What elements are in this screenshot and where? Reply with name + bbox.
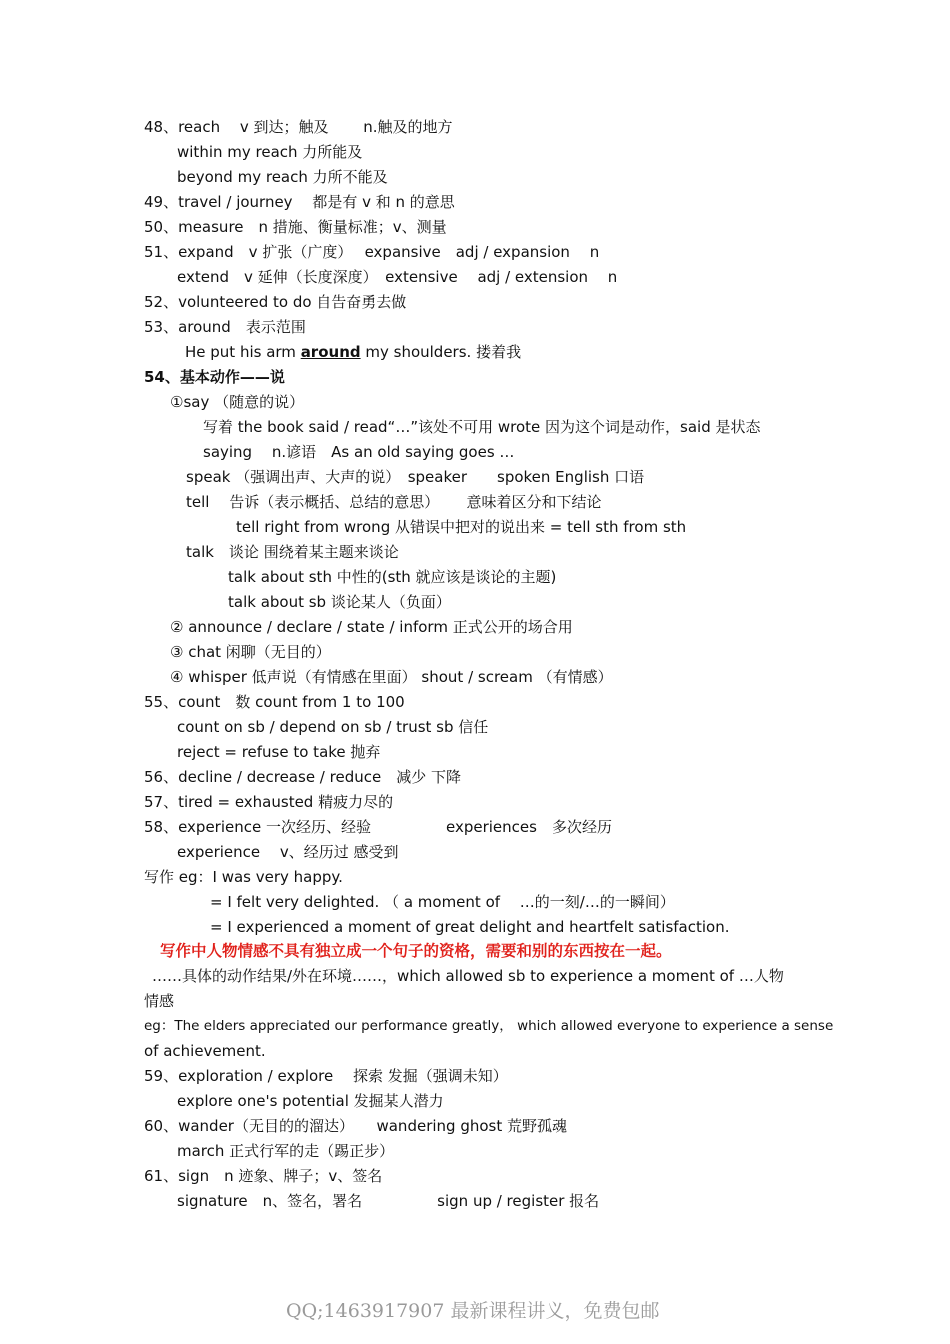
- entry-49: 49、travel / journey 都是有 v 和 n 的意思: [144, 193, 455, 211]
- entry-54-announce: ② announce / declare / state / inform 正式公开的场合用: [170, 618, 573, 636]
- entry-54-whisper: ④ whisper 低声说（有情感在里面） shout / scream （有情感）: [170, 668, 613, 686]
- entry-61: 61、sign n 迹象、牌子；v、签名: [144, 1167, 383, 1185]
- entry-54-chat: ③ chat 闲聊（无目的）: [170, 643, 331, 661]
- entry-61-sub: signature n、签名，署名 sign up / register 报名: [177, 1192, 600, 1210]
- entry-55-sub: count on sb / depend on sb / trust sb 信任: [177, 718, 489, 736]
- footer-watermark: QQ;1463917907 最新课程讲义，免费包邮: [286, 1300, 660, 1322]
- entry-48-sub: within my reach 力所能及: [177, 143, 363, 161]
- entry-55: 55、count 数 count from 1 to 100: [144, 693, 405, 711]
- entry-54-speak: speak （强调出声、大声的说） speaker spoken English 口语: [186, 468, 645, 486]
- entry-57: 57、tired = exhausted 精疲力尽的: [144, 793, 394, 811]
- entry-54-talk: talk 谈论 围绕着某主题来谈论: [186, 543, 399, 561]
- writing-tip-red: 写作中人物情感不具有独立成一个句子的资格，需要和别的东西按在一起。: [160, 942, 672, 960]
- entry-54-say-sub: saying n.谚语 As an old saying goes …: [203, 443, 515, 461]
- entry-48: 48、reach v 到达；触及 n.触及的地方: [144, 118, 453, 136]
- entry-54-say-sub: 写着 the book said / read“…”该处不可用 wrote 因为这个词是动作，said 是状态: [203, 418, 761, 436]
- writing-example-sub: = I experienced a moment of great delight and heartfelt satisfaction.: [210, 918, 730, 936]
- writing-example-sub: = I felt very delighted. （ a moment of …的一刻/…的一瞬间）: [210, 893, 675, 911]
- entry-54-tell-sub: tell right from wrong 从错误中把对的说出来 = tell sth from sth: [236, 518, 687, 536]
- entry-54-tell: tell 告诉（表示概括、总结的意思） 意味着区分和下结论: [186, 493, 602, 511]
- entry-51: 51、expand v 扩张（广度） expansive adj / expansion n: [144, 243, 600, 261]
- entry-54-talk-sub: talk about sb 谈论某人（负面）: [228, 593, 451, 611]
- entry-59-sub: explore one's potential 发掘某人潜力: [177, 1092, 444, 1110]
- writing-sample-cont: of achievement.: [144, 1042, 266, 1060]
- writing-example: 写作 eg：I was very happy.: [144, 868, 343, 886]
- entry-54-say: ①say （随意的说）: [170, 393, 305, 411]
- entry-59: 59、exploration / explore 探索 发掘（强调未知）: [144, 1067, 508, 1085]
- writing-sample: eg：The elders appreciated our performance greatly， which allowed everyone to experience a sense: [144, 1018, 834, 1034]
- entry-48-sub: beyond my reach 力所不能及: [177, 168, 388, 186]
- writing-pattern: ……具体的动作结果/外在环境……，which allowed sb to experience a moment of …人物: [152, 967, 784, 985]
- entry-50: 50、measure n 措施、衡量标准；v、测量: [144, 218, 447, 236]
- entry-58-sub: experience v、经历过 感受到: [177, 843, 399, 861]
- entry-53-example: He put his arm around my shoulders. 搂着我: [185, 343, 522, 361]
- entry-51-sub: extend v 延伸（长度深度） extensive adj / extension n: [177, 268, 618, 286]
- writing-pattern-cont: 情感: [144, 992, 175, 1010]
- entry-54-talk-sub: talk about sth 中性的(sth 就应该是谈论的主题): [228, 568, 557, 586]
- entry-55-sub: reject = refuse to take 抛弃: [177, 743, 381, 761]
- entry-52: 52、volunteered to do 自告奋勇去做: [144, 293, 407, 311]
- entry-60: 60、wander（无目的的溜达） wandering ghost 荒野孤魂: [144, 1117, 567, 1135]
- entry-58: 58、experience 一次经历、经验 experiences 多次经历: [144, 818, 612, 836]
- entry-53: 53、around 表示范围: [144, 318, 306, 336]
- entry-60-sub: march 正式行军的走（踢正步）: [177, 1142, 395, 1160]
- entry-56: 56、decline / decrease / reduce 减少 下降: [144, 768, 461, 786]
- keyword-around: around: [300, 343, 361, 361]
- entry-54-heading: 54、基本动作——说: [144, 368, 285, 386]
